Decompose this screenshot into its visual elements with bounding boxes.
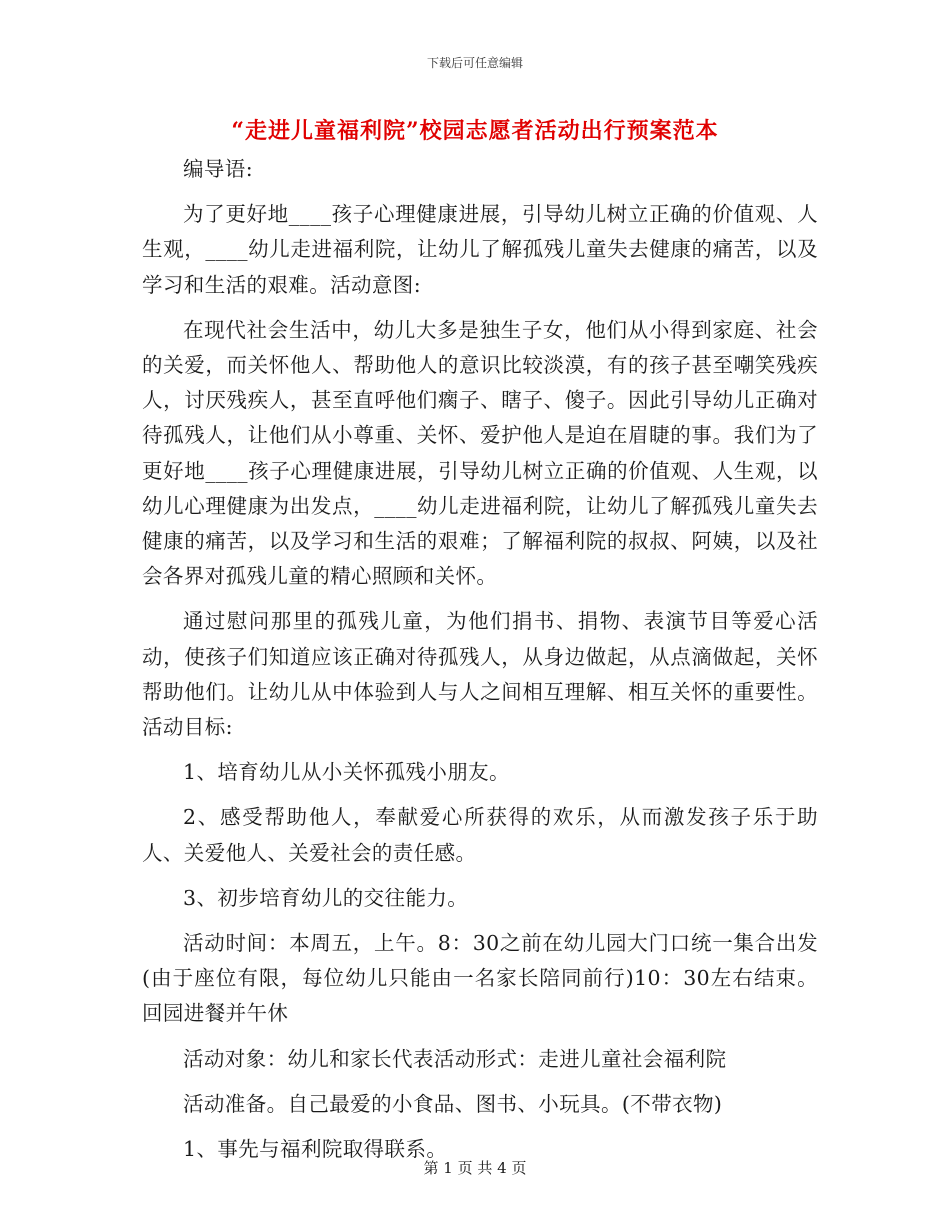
paragraph-activities: 通过慰问那里的孤残儿童，为他们捐书、捐物、表演节目等爱心活动，使孩子们知道应该正确对待孤残人，从身边做起，从点滴做起，关怀帮助他们。让幼儿从中体验到人与人之间相互理解、相互关怀的重要性。活动目标: xyxy=(142,609,818,740)
paragraph-time: 活动时间：本周五，上午。8：30之前在幼儿园大门口统一集合出发(由于座位有限，每位幼儿只能由一名家长陪同前行)10：30左右结束。回园进餐并午休 xyxy=(142,931,818,1026)
paragraph-intro-label: 编导语: xyxy=(183,157,254,181)
paragraph-goal-2: 2、感受帮助他人，奉献爱心所获得的欢乐，从而激发孩子乐于助人、关爱他人、关爱社会的责任感。 xyxy=(142,805,818,865)
paragraph-intro: 为了更好地____孩子心理健康进展，引导幼儿树立正确的价值观、人生观，____幼儿走进福利院，让幼儿了解孤残儿童失去健康的痛苦，以及学习和生活的艰难。活动意图: xyxy=(142,202,818,297)
page-header-note: 下载后可任意编辑 xyxy=(426,56,523,70)
page-number-footer: 第 1 页 共 4 页 xyxy=(423,1159,527,1177)
paragraph-step-1: 1、事先与福利院取得联系。 xyxy=(183,1137,448,1162)
document-body xyxy=(142,152,818,1167)
paragraph-target: 活动对象：幼儿和家长代表活动形式：走进儿童社会福利院 xyxy=(183,1046,727,1071)
document-title: “走进儿童福利院”校园志愿者活动出行预案范本 xyxy=(231,118,719,144)
paragraph-goal-3: 3、初步培育幼儿的交往能力。 xyxy=(183,885,469,910)
paragraph-goal-1: 1、培育幼儿从小关怀孤残小朋友。 xyxy=(183,760,510,785)
paragraph-purpose: 在现代社会生活中，幼儿大多是独生子女，他们从小得到家庭、社会的关爱，而关怀他人、帮助他人的意识比较淡漠，有的孩子甚至嘲笑残疾人，讨厌残疾人，甚至直呼他们瘸子、瞎子、傻子。因此引导幼儿正确对待孤残人，让他们从小尊重、关怀、爱护他人是迫在眉睫的事。我们为了更好地____孩子心理健康进展，引导幼儿树立正确的价值观、人生观，以幼儿心理健康为出发点，____幼儿走进福利院，让幼儿了解孤残儿童失去健康的痛苦，以及学习和生活的艰难；了解福利院的叔叔、阿姨，以及社会各界对孤残儿童的精心照顾和关怀。 xyxy=(142,317,818,589)
paragraph-preparation: 活动准备。自己最爱的小食品、图书、小玩具。(不带衣物) xyxy=(183,1091,723,1116)
